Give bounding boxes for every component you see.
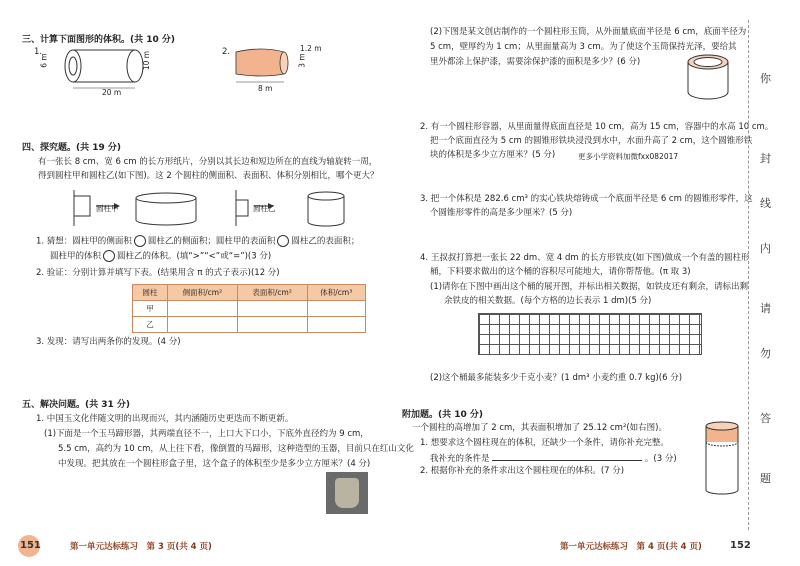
- s4-intro-line2: 得到圆柱甲和圆柱乙(如下图)。这 2 个圆柱的侧面积、表面积、体积分别相比，哪个更大？: [38, 171, 379, 181]
- answer-circle[interactable]: [277, 235, 289, 247]
- footer-label: 第一单元达标练习 第 4 页(共 4 页): [560, 542, 702, 552]
- extra-intro: 一个圆柱的高增加了 2 cm，其表面积增加了 25.12 cm²(如右图)。: [412, 423, 667, 433]
- table-header: 圆柱: [133, 285, 168, 301]
- extra-title: 附加题。(共 10 分): [402, 410, 484, 420]
- section-4-title: 四、探究题。(共 19 分): [22, 143, 122, 153]
- q1-text-e: 圆柱乙的体积。(填“>”“<”或“=”)(3 分): [117, 251, 272, 262]
- side-char: 答: [760, 412, 771, 425]
- s4-q1-line2: [50, 250, 271, 264]
- q2-extra-note: 更多小学资料加微fxx082017: [578, 152, 679, 161]
- side-char: 封: [760, 152, 771, 165]
- fig4-label: 圆柱乙: [253, 204, 276, 213]
- table-cell[interactable]: [237, 301, 307, 317]
- fig2-len-label: 8 m: [258, 84, 273, 93]
- page-number: 151: [20, 540, 41, 551]
- jade-artifact-photo: [326, 472, 368, 514]
- footer-label: 第一单元达标练习 第 3 页(共 4 页): [70, 542, 212, 552]
- fig2-h-label: 3 m: [297, 53, 307, 68]
- extra-q1-suffix: 。(3 分): [644, 454, 677, 464]
- extra-q2: 2. 根据你补充的条件求出这个圆柱现在的体积。(7 分): [420, 466, 625, 476]
- side-char: 题: [760, 472, 771, 485]
- q1-text-b: 圆柱乙的侧面积；圆柱甲的表面积: [147, 236, 276, 247]
- s5-q1-1-line3: 中发现。把其放在一个圆柱形盒子里，这个盒子的体积至少是多少立方厘米？(4 分): [58, 459, 371, 469]
- s5-q1-1-line2: 5.5 cm，高约为 10 cm，从上往下看，像倒置的马蹄形，这种造型的玉器，目前只在红山文化: [58, 444, 414, 454]
- side-char: 线: [760, 197, 771, 210]
- side-char: 你: [760, 72, 771, 85]
- cylinder-figure: [704, 420, 740, 498]
- side-char: 请: [760, 302, 771, 315]
- table-cell[interactable]: [307, 301, 366, 317]
- q4-2: (2)这个桶最多能装多少千克小麦？(1 dm³ 小麦约重 0.7 kg)(6 分): [430, 373, 683, 383]
- q3-line1: 3. 把一个体积是 282.6 cm³ 的实心铁块熔铸成一个底面半径是 6 cm 的圆锥形零件，这: [420, 194, 753, 204]
- s4-q1-line1: [36, 235, 359, 249]
- table-row: [133, 301, 366, 317]
- extra-q1-prefix: 我补充的条件是: [430, 454, 490, 464]
- q2-line1: 2. 有一个圆柱形容器，从里面量得底面直径是 10 cm，高为 15 cm，容器中的水高 10 cm。: [420, 122, 774, 132]
- table-cell[interactable]: [168, 301, 238, 317]
- table-row: [133, 317, 366, 333]
- q1-text-c: 圆柱乙的表面积；: [291, 236, 360, 247]
- q1-text-a: 1. 猜想：圆柱甲的侧面积: [36, 236, 132, 247]
- grid-drawing-area[interactable]: [478, 313, 702, 355]
- table-header: 表面积/cm²: [237, 285, 307, 301]
- table-cell[interactable]: [307, 317, 366, 333]
- row-label: 乙: [133, 317, 168, 333]
- fig1-r-label: 10 m: [142, 50, 152, 71]
- hollow-cylinder-figure: [45, 44, 175, 94]
- table-cell[interactable]: [237, 317, 307, 333]
- table-cell[interactable]: [168, 317, 238, 333]
- answer-circle[interactable]: [103, 250, 115, 262]
- q3-line2: 个圆锥形零件的高是多少厘米？(5 分): [430, 208, 573, 218]
- fig1-len-label: 20 m: [102, 88, 122, 97]
- answer-blank[interactable]: [492, 451, 642, 461]
- q4-1-line2: 余铁皮的相关数据。(每个方格的边长表示 1 dm)(5 分): [444, 296, 652, 306]
- table-header: 体积/cm³: [307, 285, 366, 301]
- fig1-d-label: 6 m: [39, 53, 49, 68]
- s4-q3: 3. 发现：请写出两条你的发现。(4 分): [36, 337, 181, 347]
- side-char: 勿: [760, 347, 771, 360]
- table-header: 侧面积/cm²: [168, 285, 238, 301]
- s5-q1: 1. 中国玉文化伴随文明的出现而兴，其内涵随历史更迭而不断更新。: [36, 414, 294, 424]
- section-3-title: 三、计算下面图形的体积。(共 10 分): [22, 35, 176, 45]
- answer-circle[interactable]: [134, 235, 146, 247]
- s3-q2-label: 2.: [222, 47, 231, 57]
- row-label: 甲: [133, 301, 168, 317]
- s3-q1-label: 1.: [34, 47, 43, 57]
- q4-line2: 桶，下料要求做出的这个桶的容积尽可能地大，请你帮帮他。(π 取 3): [430, 267, 691, 277]
- jade-tube-figure: [684, 52, 732, 104]
- s4-q2: 2. 验证：分别计算并填写下表。(结果用含 π 的式子表示)(12 分): [36, 268, 280, 278]
- section-5-title: 五、解决问题。(共 31 分): [22, 400, 131, 410]
- q2-line3: 块的体积是多少立方厘米？(5 分): [430, 150, 556, 160]
- s5-q1-1-line1: (1)下面是一个玉马蹄形器，其两端直径不一，上口大下口小，下底外直径约为 9 cm，: [44, 429, 369, 439]
- q1-2-line3: 里外都涂上保护漆，需要涂保护漆的面积是多少？(6 分): [430, 57, 641, 67]
- extra-q1: 1. 想要求这个圆柱现在的体积，还缺少一个条件，请你补充完整。: [420, 438, 669, 448]
- q1-2-line2: 5 cm，壁厚约为 1 cm；从里面量高为 3 cm。为了使这个玉筒保持光泽，要给其: [430, 42, 737, 52]
- binding-line: [748, 20, 750, 530]
- fig3-label: 圆柱甲: [96, 204, 119, 213]
- extra-q1-answer-line: [430, 451, 677, 466]
- side-char: 内: [760, 242, 771, 255]
- q1-2-line1: (2)下图是某文创店制作的一个圆柱形玉筒，从外面量底面半径是 6 cm，底面半径为: [430, 27, 747, 37]
- q4-line1: 4. 王叔叔打算把一张长 22 dm、宽 4 dm 的长方形铁皮(如下图)做成一个有盖的圆柱形: [420, 253, 750, 263]
- fig2-top-label: 1.2 m: [300, 44, 322, 53]
- q2-line2: 把一个底面直径为 5 cm 的圆锥形铁块浸没到水中，水面升高了 2 cm，这个圆锥形铁: [430, 136, 753, 146]
- s4-intro-line1: 有一张长 8 cm、宽 6 cm 的长方形纸片，分别以其长边和短边所在的直线为轴旋转一周，: [38, 157, 378, 167]
- q1-text-d: 圆柱甲的体积: [50, 251, 102, 262]
- q4-1-line1: (1)请你在下图中画出这个桶的展开图，并标出相关数据，如铁皮还有剩余，请标出剩: [430, 282, 749, 292]
- page-number: 152: [730, 540, 751, 551]
- cylinder-box-figure: [232, 44, 302, 86]
- verify-table: [132, 284, 366, 333]
